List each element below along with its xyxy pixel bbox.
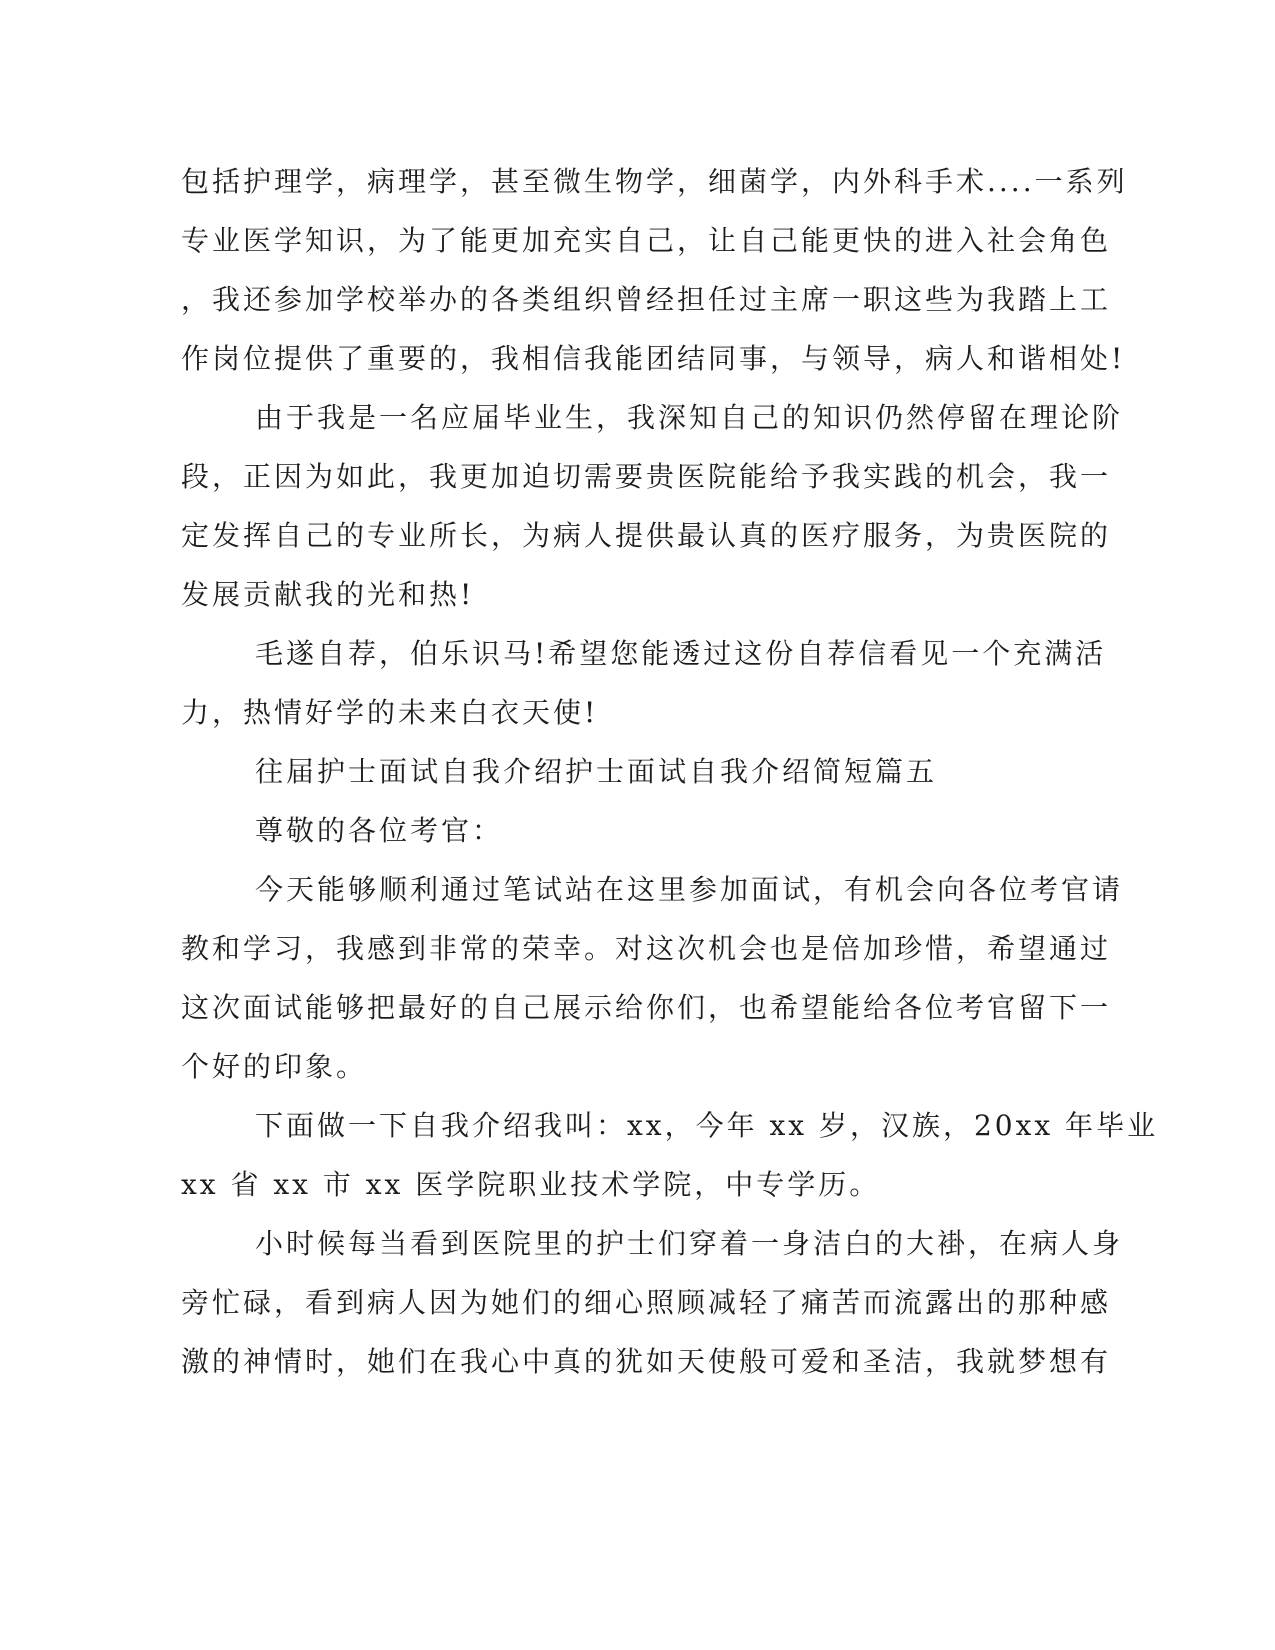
paragraph-first-line: 小时候每当看到医院里的护士们穿着一身洁白的大褂，在病人身: [255, 1227, 1124, 1260]
text-line: 包括护理学，病理学，甚至微生物学，细菌学，内外科手术....一系列: [181, 165, 1128, 198]
paragraph-first-line: 毛遂自荐，伯乐识马!希望您能透过这份自荐信看见一个充满活: [255, 637, 1107, 670]
text-line: 旁忙碌，看到病人因为她们的细心照顾减轻了痛苦而流露出的那种感: [181, 1286, 1112, 1319]
text-line: 发展贡献我的光和热!: [181, 578, 475, 611]
text-line: 激的神情时，她们在我心中真的犹如天使般可爱和圣洁，我就梦想有: [181, 1345, 1112, 1378]
document-body: [181, 152, 1159, 1391]
text-line: 定发挥自己的专业所长，为病人提供最认真的医疗服务，为贵医院的: [181, 519, 1112, 552]
text-line: 作岗位提供了重要的，我相信我能团结同事，与领导，病人和谐相处!: [181, 342, 1126, 375]
text-line: ，我还参加学校举办的各类组织曾经担任过主席一职这些为我踏上工: [181, 283, 1112, 316]
text-line: xx 省 xx 市 xx 医学院职业技术学院，中专学历。: [181, 1168, 881, 1201]
section-heading: 往届护士面试自我介绍护士面试自我介绍简短篇五: [255, 755, 938, 788]
text-line: 教和学习，我感到非常的荣幸。对这次机会也是倍加珍惜，希望通过: [181, 932, 1112, 965]
text-line: 专业医学知识，为了能更加充实自己，让自己能更快的进入社会角色: [181, 224, 1112, 257]
salutation: 尊敬的各位考官：: [255, 814, 504, 847]
text-line: 力，热情好学的未来白衣天使!: [181, 696, 599, 729]
paragraph-first-line: 今天能够顺利通过笔试站在这里参加面试，有机会向各位考官请: [255, 873, 1124, 906]
paragraph-first-line: 由于我是一名应届毕业生，我深知自己的知识仍然停留在理论阶: [255, 401, 1124, 434]
text-line: 段，正因为如此，我更加迫切需要贵医院能给予我实践的机会，我一: [181, 460, 1112, 493]
text-line: 个好的印象。: [181, 1050, 368, 1083]
paragraph-first-line: 下面做一下自我介绍我叫：xx，今年 xx 岁，汉族，20xx 年毕业: [255, 1109, 1159, 1142]
text-line: 这次面试能够把最好的自己展示给你们，也希望能给各位考官留下一: [181, 991, 1112, 1024]
